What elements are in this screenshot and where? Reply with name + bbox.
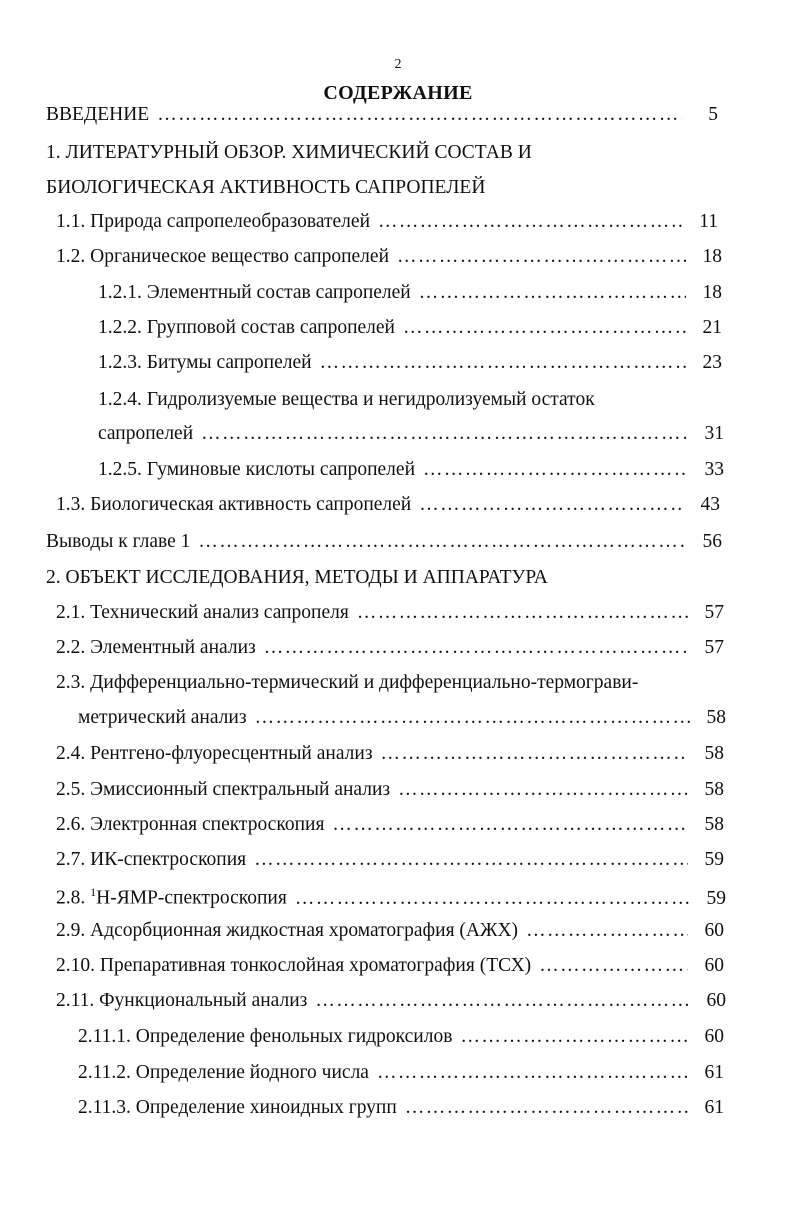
toc-page: 31 [704, 423, 724, 444]
toc-label [56, 885, 287, 910]
toc-entry-1-1 [56, 211, 718, 241]
toc-label: 1.1. Природа сапропелеобразователей [56, 211, 370, 232]
toc-label: 1.3. Биологическая активность сапропелей [56, 494, 412, 515]
toc-entry-2-11-3 [78, 1097, 724, 1127]
toc-label: 1.2.2. Групповой состав сапропелей [98, 317, 395, 338]
toc-entry-2-2 [56, 637, 724, 667]
toc-label-rest: Н-ЯМР-спектроскопия [96, 887, 287, 909]
toc-entry-2-5 [56, 779, 724, 809]
toc-page: 58 [704, 814, 724, 835]
toc-page: 5 [708, 104, 718, 125]
leader-dots [357, 602, 688, 624]
leader-dots [419, 494, 684, 516]
toc-heading-chapter-1-cont: БИОЛОГИЧЕСКАЯ АКТИВНОСТЬ САПРОПЕЛЕЙ [46, 177, 486, 198]
toc-page: 58 [704, 743, 724, 764]
leader-dots [419, 282, 686, 304]
leader-dots [378, 211, 682, 233]
toc-page: 60 [704, 920, 724, 941]
toc-entry-2-1 [56, 602, 724, 632]
toc-entry-2-9 [56, 920, 724, 950]
toc-entry-2-3-cont [78, 707, 726, 737]
toc-page: 21 [702, 317, 722, 338]
toc-page: 61 [704, 1097, 724, 1118]
toc-label: 2.1. Технический анализ сапропеля [56, 602, 349, 623]
toc-entry-1-2-4-cont [98, 423, 724, 453]
toc-heading-2-3: 2.3. Дифференциально-термический и дифференциально-термограви- [56, 672, 639, 693]
toc-entry-introduction [46, 104, 718, 134]
toc-page: 60 [704, 955, 724, 976]
toc-entry-2-4 [56, 743, 724, 773]
toc-page: 57 [704, 602, 724, 623]
toc-heading-chapter-1: 1. ЛИТЕРАТУРНЫЙ ОБЗОР. ХИМИЧЕСКИЙ СОСТАВ И [46, 142, 532, 163]
leader-dots [405, 1097, 688, 1119]
leader-dots [539, 955, 688, 977]
leader-dots [157, 104, 682, 126]
leader-dots [201, 423, 688, 445]
toc-label: 2.5. Эмиссионный спектральный анализ [56, 779, 391, 800]
toc-entry-2-7 [56, 849, 724, 879]
toc-label: 2.10. Препаративная тонкослойная хроматография (ТСХ) [56, 955, 532, 976]
toc-label: 2.6. Электронная спектроскопия [56, 814, 325, 835]
page-number: 2 [394, 57, 402, 72]
leader-dots [332, 814, 688, 836]
toc-page: 23 [702, 352, 722, 373]
toc-page: 58 [704, 779, 724, 800]
toc-entry-1-3 [56, 494, 720, 524]
toc-entry-2-11 [56, 990, 726, 1020]
toc-page: 43 [700, 494, 720, 515]
toc-page: 61 [704, 1062, 724, 1083]
toc-label: 2.9. Адсорбционная жидкостная хроматография (АЖХ) [56, 920, 519, 941]
page-title: СОДЕРЖАНИЕ [323, 82, 473, 104]
toc-label: 1.2.5. Гуминовые кислоты сапропелей [98, 459, 415, 480]
leader-dots [460, 1026, 688, 1048]
toc-page: 57 [704, 637, 724, 658]
toc-page: 18 [702, 246, 722, 267]
leader-dots [403, 317, 686, 339]
toc-page: 33 [704, 459, 724, 480]
toc-label-prefix: 2.8. [56, 887, 91, 909]
leader-dots [198, 531, 686, 553]
toc-entry-2-6 [56, 814, 724, 844]
toc-label: 1.2.3. Битумы сапропелей [98, 352, 312, 373]
toc-label: Выводы к главе 1 [46, 531, 191, 552]
toc-label: метрический анализ [78, 707, 247, 728]
toc-entry-1-2-5 [98, 459, 724, 489]
toc-entry-conclusions-1 [46, 531, 722, 561]
toc-entry-1-2-3 [98, 352, 722, 382]
leader-dots [315, 990, 690, 1012]
toc-entry-2-10 [56, 955, 724, 985]
leader-dots [423, 459, 688, 481]
toc-page: 58 [706, 707, 726, 728]
toc-heading-1-2-4: 1.2.4. Гидролизуемые вещества и негидролизуемый остаток [98, 389, 595, 410]
toc-label: сапропелей [98, 423, 194, 444]
toc-label: 2.4. Рентгено-флуоресцентный анализ [56, 743, 373, 764]
leader-dots [295, 888, 690, 910]
toc-entry-2-8 [56, 885, 726, 915]
toc-entry-1-2-1 [98, 282, 722, 312]
toc-entry-2-11-2 [78, 1062, 724, 1092]
toc-page: 60 [706, 990, 726, 1011]
toc-entry-2-11-1 [78, 1026, 724, 1056]
toc-label: ВВЕДЕНИЕ [46, 104, 150, 125]
leader-dots [377, 1062, 688, 1084]
leader-dots [381, 743, 688, 765]
toc-page: 18 [702, 282, 722, 303]
toc-label: 2.11.3. Определение хиноидных групп [78, 1097, 397, 1118]
toc-entry-1-2-2 [98, 317, 722, 347]
toc-label: 1.2.1. Элементный состав сапропелей [98, 282, 411, 303]
toc-page: 60 [704, 1026, 724, 1047]
toc-label-superscript: 1 [90, 885, 97, 899]
leader-dots [254, 849, 688, 871]
toc-label: 2.11. Функциональный анализ [56, 990, 308, 1011]
toc-entry-1-2 [56, 246, 722, 276]
toc-heading-chapter-2: 2. ОБЪЕКТ ИССЛЕДОВАНИЯ, МЕТОДЫ И АППАРАТУРА [46, 567, 548, 588]
leader-dots [397, 246, 686, 268]
toc-label: 2.11.1. Определение фенольных гидроксилов [78, 1026, 453, 1047]
toc-label: 2.11.2. Определение йодного числа [78, 1062, 369, 1083]
toc-page: 59 [704, 849, 724, 870]
toc-page: 59 [706, 887, 726, 909]
toc-label: 2.7. ИК-спектроскопия [56, 849, 247, 870]
toc-page: 11 [699, 211, 718, 232]
leader-dots [255, 707, 690, 729]
leader-dots [264, 637, 688, 659]
leader-dots [398, 779, 688, 801]
leader-dots [320, 352, 686, 374]
toc-label: 2.2. Элементный анализ [56, 637, 256, 658]
leader-dots [526, 920, 688, 942]
toc-label: 1.2. Органическое вещество сапропелей [56, 246, 390, 267]
toc-page: 56 [702, 531, 722, 552]
